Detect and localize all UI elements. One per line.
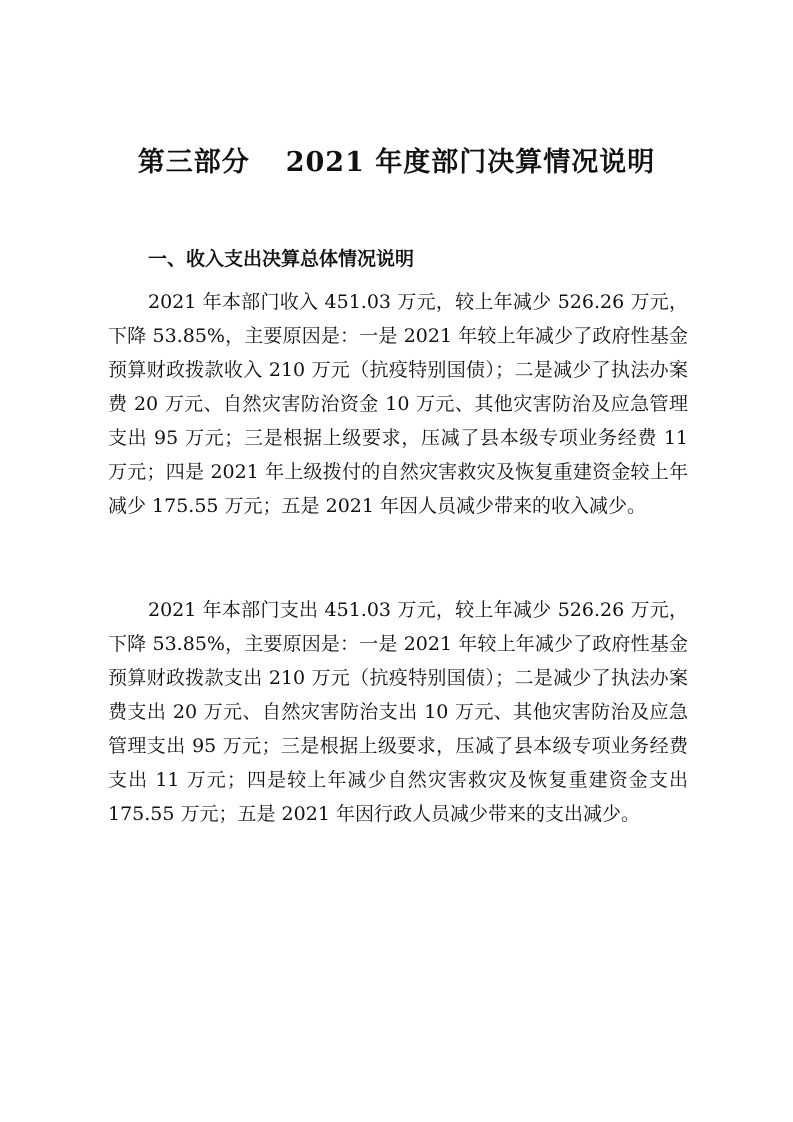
title-part: 第三部分 xyxy=(137,147,250,178)
section-heading: 一、收入支出决算总体情况说明 xyxy=(148,248,415,270)
paragraph-income: 2021 年本部门收入 451.03 万元，较上年减少 526.26 万元，下降 53.85%，主要原因是：一是 2021 年较上年减少了政府性基金预算财政拨款收入 210 万元（抗疫特别国债）；二是减少了执法办案费 20 万元、自然灾害防治资金 10 万元、其他灾害防治及应急管理支出 95 万元；三是根据上级要求，压减了县本级专项业务经费 11 万元；四是 2021 年上级拨付的自然灾害救灾及恢复重建资金较上年减少 175.55 万元；五是 2021 年因人员减少带来的收入减少。 xyxy=(108,291,688,517)
paragraph-expenditure: 2021 年本部门支出 451.03 万元，较上年减少 526.26 万元，下降 53.85%，主要原因是：一是 2021 年较上年减少了政府性基金预算财政拨款支出 210 万元（抗疫特别国债）；二是减少了执法办案费支出 20 万元、自然灾害防治支出 10 万元、其他灾害防治及应急管理支出 95 万元；三是根据上级要求，压减了县本级专项业务经费支出 11 万元；四是较上年减少自然灾害救灾及恢复重建资金支出 175.55 万元；五是 2021 年因行政人员减少带来的支出减少。 xyxy=(108,599,688,825)
title-text: 2021 年度部门决算情况说明 xyxy=(285,147,656,178)
page-title xyxy=(0,143,793,183)
